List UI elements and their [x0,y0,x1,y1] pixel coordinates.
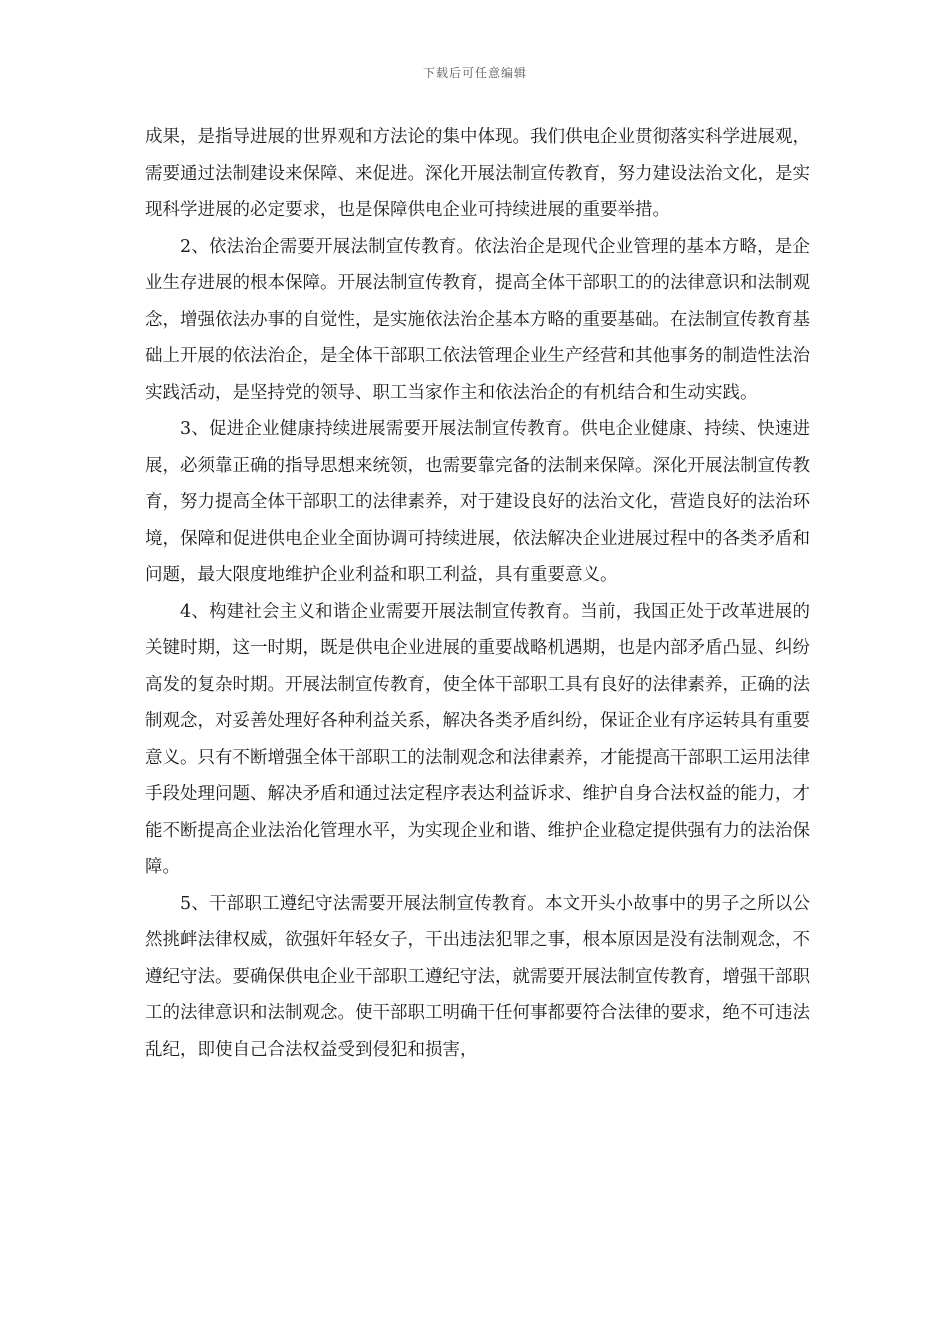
paragraph-1: 成果，是指导进展的世界观和方法论的集中体现。我们供电企业贯彻落实科学进展观，需要通过法制建设来保障、来促进。深化开展法制宣传教育，努力建设法治文化，是实现科学进展的必定要求，也是保障供电企业可持续进展的重要举措。 [145,127,810,220]
paragraph-5: 5、干部职工遵纪守法需要开展法制宣传教育。本文开头小故事中的男子之所以公然挑衅法律权威，欲强奸年轻女子，干出违法犯罪之事，根本原因是没有法制观念，不遵纪守法。要确保供电企业干部职工遵纪守法，就需要开展法制宣传教育，增强干部职工的法律意识和法制观念。使干部职工明确干任何事都要符合法律的要求，绝不可违法乱纪，即使自己合法权益受到侵犯和损害， [145,893,810,1060]
paragraph-4: 4、构建社会主义和谐企业需要开展法制宣传教育。当前，我国正处于改革进展的关键时期，这一时期，既是供电企业进展的重要战略机遇期，也是内部矛盾凸显、纠纷高发的复杂时期。开展法制宣传教育，使全体干部职工具有良好的法律素养，正确的法制观念，对妥善处理好各种利益关系，解决各类矛盾纠纷，保证企业有序运转具有重要意义。只有不断增强全体干部职工的法制观念和法律素养，才能提高干部职工运用法律手段处理问题、解决矛盾和通过法定程序表达利益诉求、维护自身合法权益的能力，才能不断提高企业法治化管理水平，为实现企业和谐、维护企业稳定提供强有力的法治保障。 [145,601,810,877]
header-note: 下载后可任意编辑 [422,66,527,80]
paragraph-2: 2、依法治企需要开展法制宣传教育。依法治企是现代企业管理的基本方略，是企业生存进展的根本保障。开展法制宣传教育，提高全体干部职工的的法律意识和法制观念，增强依法办事的自觉性，是实施依法治企基本方略的重要基础。在法制宣传教育基础上开展的依法治企，是全体干部职工依法管理企业生产经营和其他事务的制造性法治实践活动，是坚持党的领导、职工当家作主和依法治企的有机结合和生动实践。 [145,236,810,403]
paragraph-3: 3、促进企业健康持续进展需要开展法制宣传教育。供电企业健康、持续、快速进展，必须靠正确的指导思想来统领，也需要靠完备的法制来保障。深化开展法制宣传教育，努力提高全体干部职工的法律素养，对于建设良好的法治文化，营造良好的法治环境，保障和促进供电企业全面协调可持续进展，依法解决企业进展过程中的各类矛盾和问题，最大限度地维护企业利益和职工利益，具有重要意义。 [145,419,810,585]
document-body [145,119,810,1068]
